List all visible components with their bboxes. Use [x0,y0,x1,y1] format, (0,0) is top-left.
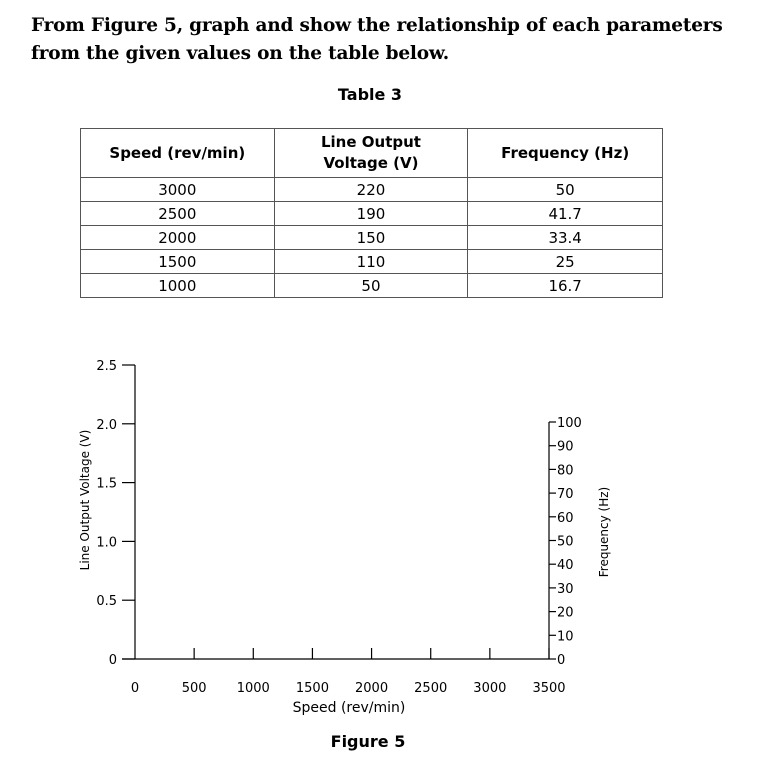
cell-frequency: 50 [468,178,663,202]
left-y-tick-label: 0.5 [96,594,117,610]
cell-voltage: 220 [274,178,468,202]
right-y-axis-title: Frequency (Hz) [597,486,611,578]
left-y-tick-label: 2.5 [96,359,117,374]
figure-caption: Figure 5 [330,732,406,751]
right-y-tick-label: 0 [557,653,566,668]
right-y-tick-label: 40 [557,558,574,574]
x-axis-title: Speed (rev/min) [292,700,406,716]
x-tick-label: 2500 [414,681,448,696]
x-tick-label: 3000 [473,681,507,696]
cell-voltage: 110 [274,250,468,274]
right-y-tick-label: 30 [557,581,574,597]
cell-speed: 2500 [81,202,275,226]
header-speed: Speed (rev/min) [81,129,275,178]
left-y-tick-label: 2.0 [96,417,117,433]
cell-frequency: 41.7 [468,202,663,226]
cell-voltage: 150 [274,226,468,250]
x-tick-label: 0 [130,681,140,696]
cell-speed: 2000 [81,226,275,250]
x-tick-label: 500 [181,681,207,696]
right-y-tick-label: 10 [557,629,574,645]
right-y-tick-label: 60 [557,510,574,526]
cell-speed: 3000 [81,178,275,202]
right-y-tick-label: 100 [557,416,582,431]
left-y-axis-title: Line Output Voltage (V) [78,429,92,571]
x-tick-label: 1500 [295,681,329,696]
header-frequency: Frequency (Hz) [468,129,663,178]
header-voltage: Line Output Voltage (V) [274,129,468,178]
cell-voltage: 190 [274,202,468,226]
cell-speed: 1500 [81,250,275,274]
left-y-tick-label: 1.0 [96,535,117,551]
left-y-tick-label: 0 [108,653,117,668]
cell-voltage: 50 [274,274,468,298]
left-y-tick-label: 1.5 [96,476,117,492]
x-tick-label: 3500 [532,681,566,696]
question-prompt: From Figure 5, graph and show the relationship of each parameters from the given values on the table below. [31,15,723,64]
x-tick-label: 1000 [236,681,270,696]
x-tick-label: 2000 [355,681,389,696]
cell-frequency: 16.7 [468,274,663,298]
right-y-tick-label: 20 [557,605,574,621]
cell-speed: 1000 [81,274,275,298]
right-y-tick-label: 90 [557,439,574,455]
right-y-tick-label: 50 [557,534,574,550]
cell-frequency: 25 [468,250,663,274]
table-caption: Table 3 [337,85,403,104]
cell-frequency: 33.4 [468,226,663,250]
right-y-tick-label: 70 [557,487,574,503]
right-y-tick-label: 80 [557,463,574,479]
